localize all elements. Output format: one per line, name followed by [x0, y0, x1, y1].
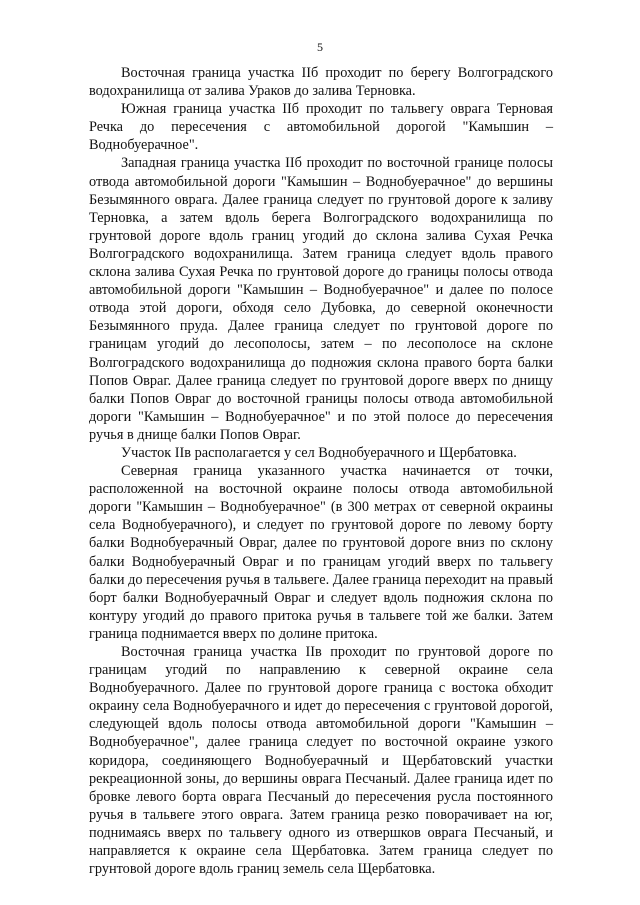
paragraph-east-boundary-2v: Восточная граница участка IIв проходит по грунтовой дороге по границам угодий по направлению к северной окраине села Воднобуерачного. Далее по грунтовой дороге граница с востока обходит окраину села Воднобуерачного и идет до пересечения с грунтовой дорогой, следующей вдоль полосы отвода автомобильной дороги "Камышин – Воднобуерачное", далее граница следует по восточной окраине узкого коридора, соединяющего Воднобуерачный и Щербатовский участки рекреационной зоны, до вершины оврага Песчаный. Далее граница идет по бровке левого борта оврага Песчаный до пересечения русла постоянного ручья в тальвеге этого оврага. Затем граница резко поворачивает на юг, поднимаясь вверх по тальвегу одного из отвершков оврага Песчаный, и направляется к окраине села Щербатовка. Затем граница следует по грунтовой дороге вдоль границ земель села Щербатовка.: [89, 644, 553, 878]
paragraph-south-boundary-2b: Южная граница участка IIб проходит по тальвегу оврага Терновая Речка до пересечения с автомобильной дорогой "Камышин – Воднобуерачное".: [89, 101, 553, 154]
paragraph-site-2v-location: Участок IIв располагается у сел Воднобуерачного и Щербатовка.: [121, 444, 517, 461]
page-number: 5: [317, 40, 323, 54]
paragraph-north-boundary-2v: Северная граница указанного участка начинается от точки, расположенной на восточной окраине полосы отвода автомобильной дороги "Камышин – Воднобуерачное" (в 300 метрах от северной окраины села Воднобуерачного), и следует по грунтовой дороге по левому борту балки Воднобуерачный Овраг, далее по грунтовой дороге вниз по склону балки Воднобуерачный Овраг и по границам угодий вверх по тальвегу балки до пересечения ручья в тальвеге. Далее граница переходит на правый борт балки Воднобуерачный Овраг и следует вдоль подножия склона по контуру угодий до правого притока ручья в тальвеге той же балки. Затем граница поднимается вверх по долине притока.: [89, 463, 553, 642]
paragraph-east-boundary-2b: Восточная граница участка IIб проходит по берегу Волгоградского водохранилища от залива Ураков до залива Терновка.: [89, 65, 553, 100]
document-body: [89, 64, 553, 878]
paragraph-west-boundary-2b: Западная граница участка IIб проходит по восточной границе полосы отвода автомобильной дороги "Камышин – Воднобуерачное" до вершины Безымянного оврага. Далее граница следует по грунтовой дороге к заливу Терновка, а затем вдоль берега Волгоградского водохранилища по грунтовой дороге вдоль границ угодий до склона залива Сухая Речка Волгоградского водохранилища. Затем граница следует вдоль правого склона залива Сухая Речка по грунтовой дороге до границы полосы отвода автомобильной дороги "Камышин – Воднобуерачное" и далее по полосе отвода этой дороги, обходя село Дубовка, до северной оконечности Безымянного пруда. Далее граница следует по грунтовой дороге по границам угодий до лесополосы, затем – по лесополосе на склоне Волгоградского водохранилища до подножия склона правого борта балки Попов Овраг. Далее граница следует по грунтовой дороге вверх по днищу балки Попов Овраг до восточной границы полосы отвода автомобильной дороги "Камышин – Воднобуерачное" и по этой полосе до пересечения ручья в днище балки Попов Овраг.: [89, 155, 553, 443]
